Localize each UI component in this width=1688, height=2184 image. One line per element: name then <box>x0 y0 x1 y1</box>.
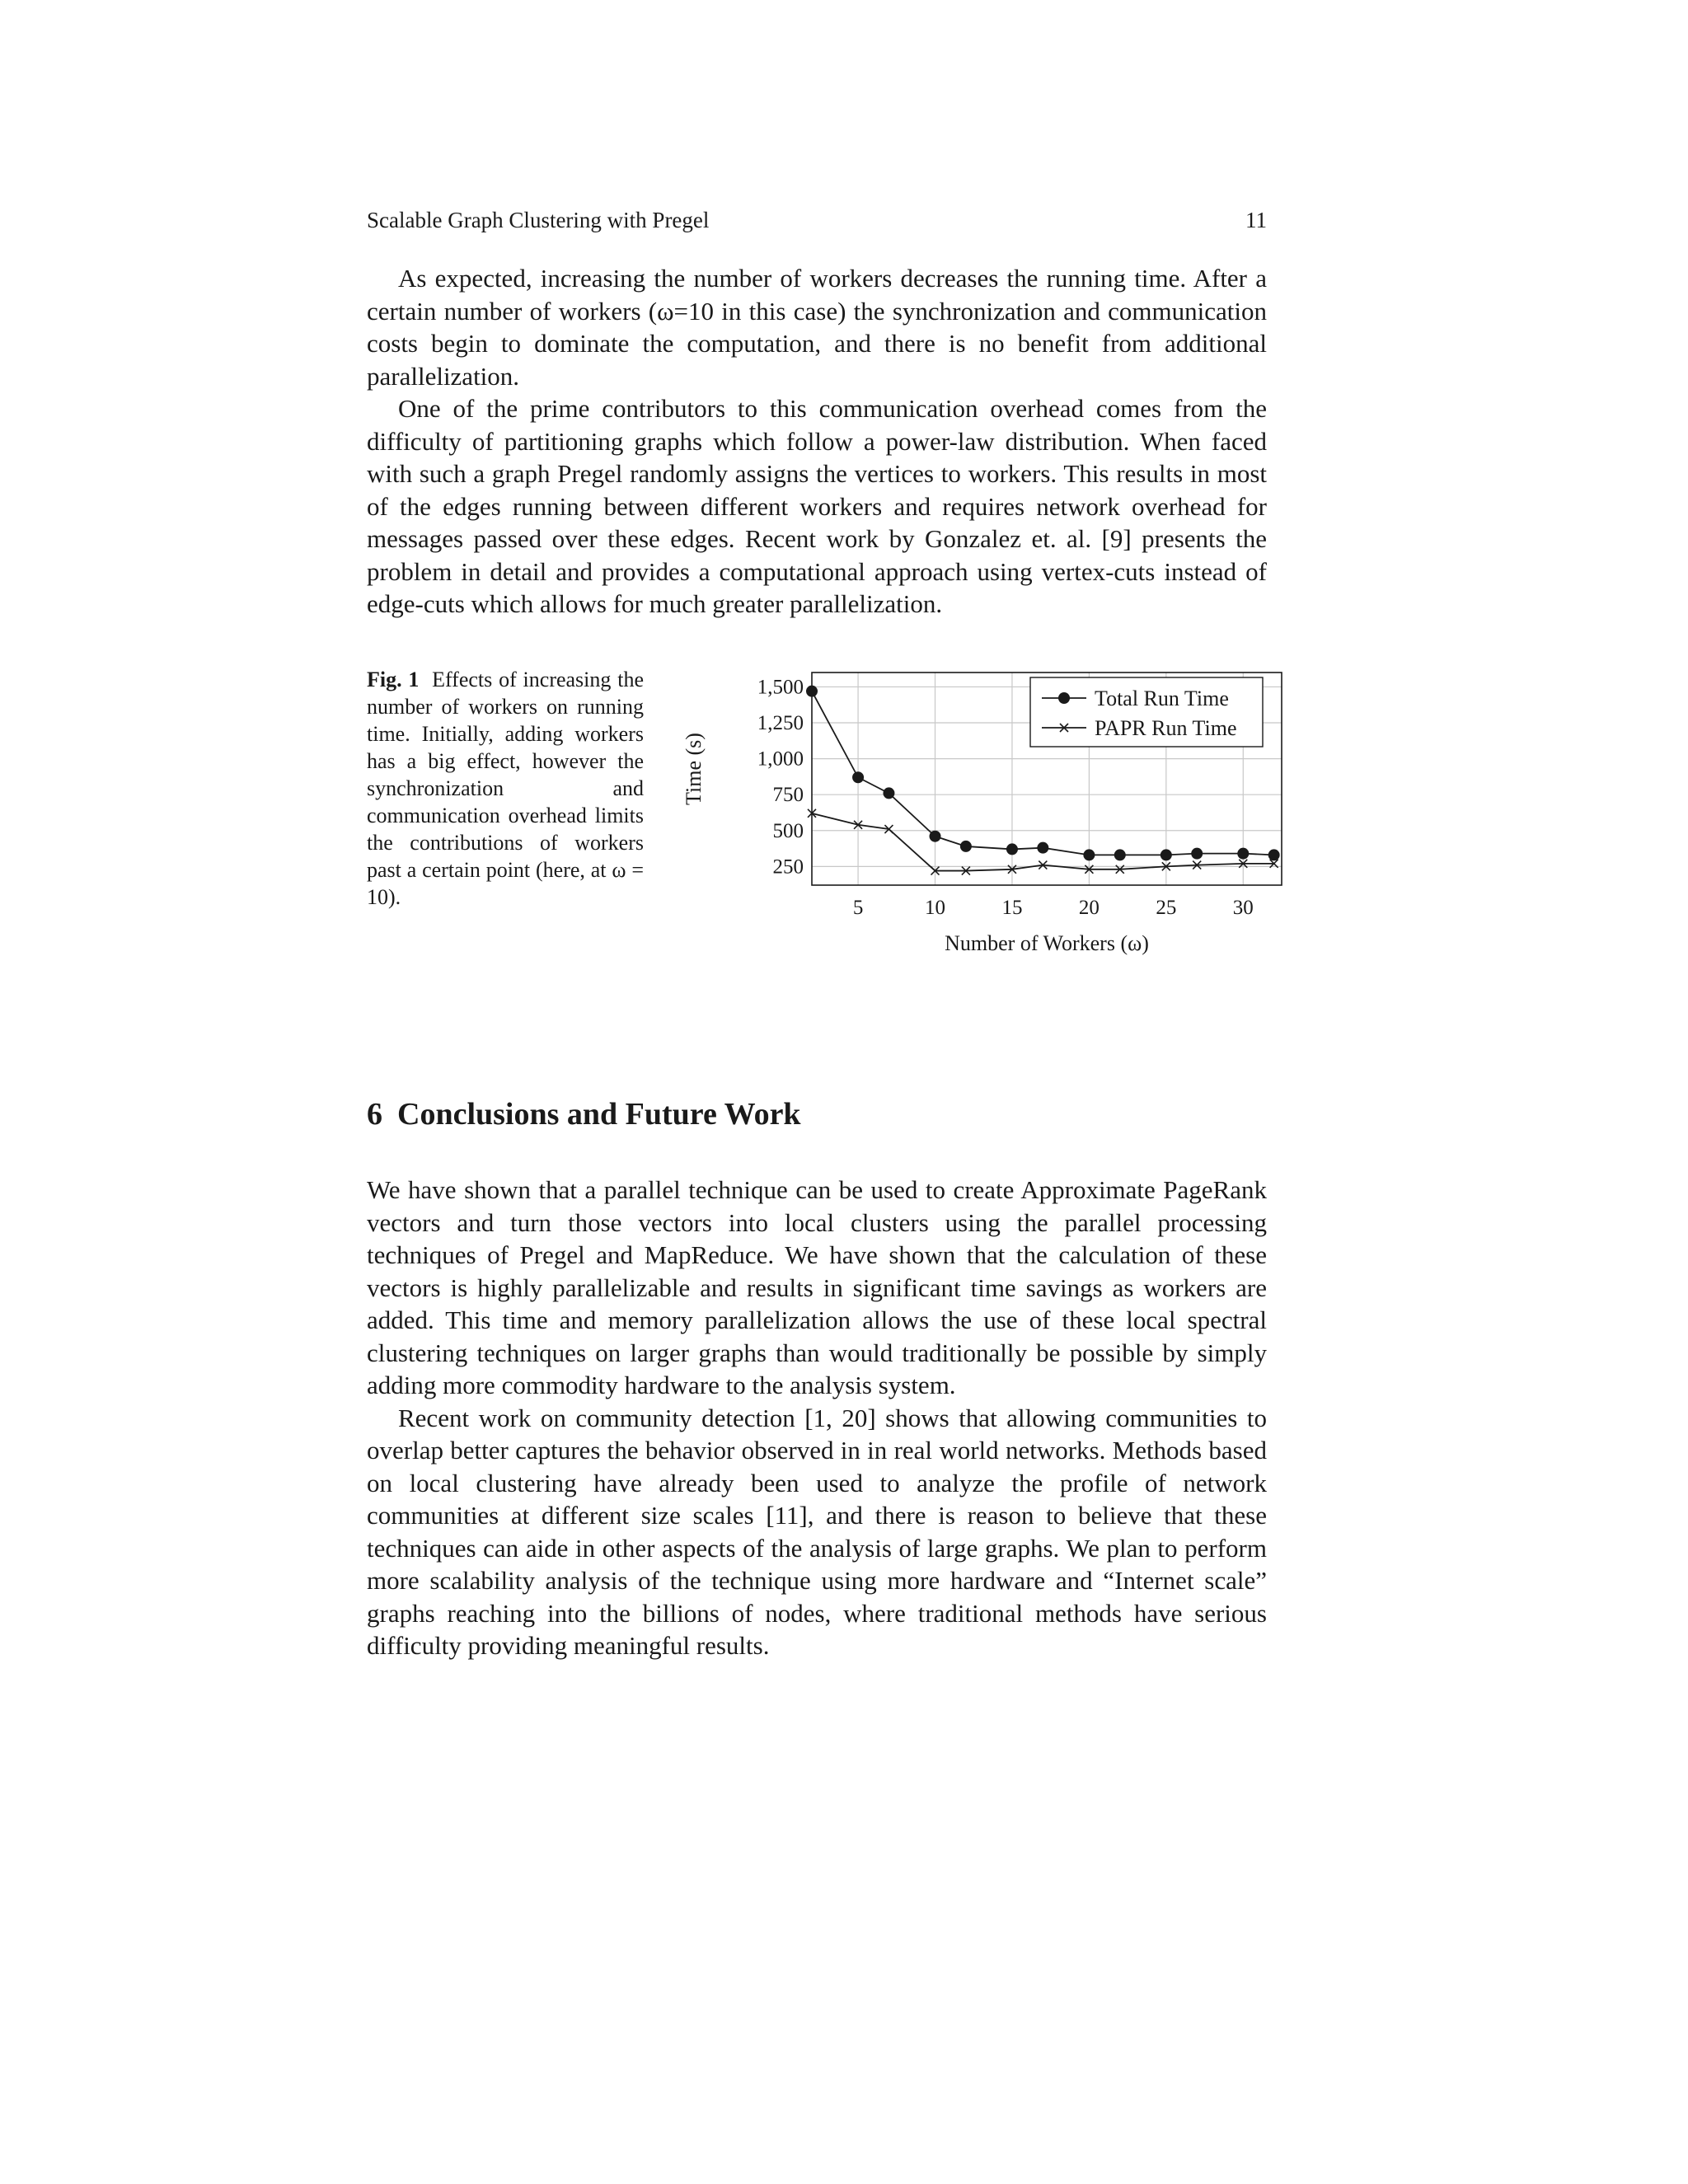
x-tick-label: 10 <box>925 897 946 919</box>
legend-marker-circle <box>1058 692 1070 704</box>
y-tick-label: 1,250 <box>757 712 804 735</box>
data-point-total-run-time <box>1268 849 1280 860</box>
x-tick-label: 5 <box>852 897 864 919</box>
data-point-total-run-time <box>1191 848 1203 860</box>
y-tick-label: 250 <box>772 855 804 879</box>
chart-legend <box>1030 677 1263 747</box>
data-point-total-run-time <box>1037 842 1048 854</box>
x-axis-label: Number of Workers (ω) <box>945 931 1149 955</box>
section-6-body <box>367 1174 1267 1662</box>
data-point-total-run-time <box>930 831 941 842</box>
figure-label: Fig. 1 <box>367 668 420 691</box>
data-point-total-run-time <box>1160 849 1172 860</box>
paragraph: We have shown that a parallel technique can be used to create Approximate PageRank vectors and turn those vectors into local clusters using the parallel processing techniques of Pregel and MapReduce. We have shown that the calculation of these vectors is highly parallelizable and results in significant time savings as workers are added. This time and memory parallelization allows the use of these local spectral clustering techniques on larger graphs than would traditionally be possible by simply adding more commodity hardware to the analysis system. <box>367 1175 1267 1399</box>
page-number: 11 <box>1245 208 1267 232</box>
x-tick-label: 25 <box>1156 897 1177 919</box>
paragraph: As expected, increasing the number of workers decreases the running time. After a certain number of workers (ω=10 in this case) the synchronization and communication costs begin to dominate the computation, and there is no benefit from additional parallelization. <box>367 264 1267 391</box>
legend-label: Total Run Time <box>1095 687 1229 710</box>
data-point-total-run-time <box>852 771 864 783</box>
legend-label: PAPR Run Time <box>1095 716 1237 740</box>
data-point-total-run-time <box>1006 843 1018 855</box>
data-point-total-run-time <box>960 841 972 852</box>
x-tick-label: 30 <box>1232 897 1254 919</box>
running-title: Scalable Graph Clustering with Pregel <box>367 208 710 232</box>
figure-caption <box>367 666 644 911</box>
section-6-heading <box>367 1096 801 1132</box>
y-tick-label: 1,000 <box>757 748 804 771</box>
data-point-total-run-time <box>1083 849 1095 860</box>
y-tick-label: 500 <box>772 819 804 842</box>
paragraph: One of the prime contributors to this communication overhead comes from the difficulty of partitioning graphs which follow a power-law distribution. When faced with such a graph Pregel randomly assigns the vertices to workers. This results in most of the edges running between different workers and requires network overhead for messages passed over these edges. Recent work by Gonzalez et. al. [9] presents the problem in detail and provides a computational approach using vertex-cuts instead of edge-cuts which allows for much greater parallelization. <box>367 394 1267 618</box>
paragraph: Recent work on community detection [1, 20] shows that allowing communities to overlap better captures the behavior observed in in real world networks. Methods based on local clustering have already been used to analyze the profile of network communities at different size scales [11], and there is reason to believe that these techniques can aide in other aspects of the analysis of large graphs. We plan to perform more scalability analysis of the technique using more hardware and “Internet scale” graphs reaching into the billions of nodes, where traditional methods have serious difficulty providing meaningful results. <box>367 1403 1267 1660</box>
data-point-total-run-time <box>1114 849 1126 860</box>
figure-caption-text: Effects of increasing the number of workers on running time. Initially, adding workers has a big effect, however the synchronization and communication overhead limits the contributions of workers past a certain point (here, at ω = 10). <box>367 668 644 909</box>
section-number: 6 <box>367 1097 382 1132</box>
section-title: Conclusions and Future Work <box>397 1097 801 1132</box>
section-5-body <box>367 262 1267 621</box>
x-tick-label: 20 <box>1078 897 1100 919</box>
line-chart <box>676 659 1302 972</box>
y-tick-label: 750 <box>772 784 804 807</box>
data-point-total-run-time <box>883 787 894 799</box>
x-tick-label: 15 <box>1001 897 1023 919</box>
y-axis-label: Time (s) <box>682 733 706 805</box>
y-tick-label: 1,500 <box>757 676 804 699</box>
data-point-total-run-time <box>1237 848 1249 860</box>
